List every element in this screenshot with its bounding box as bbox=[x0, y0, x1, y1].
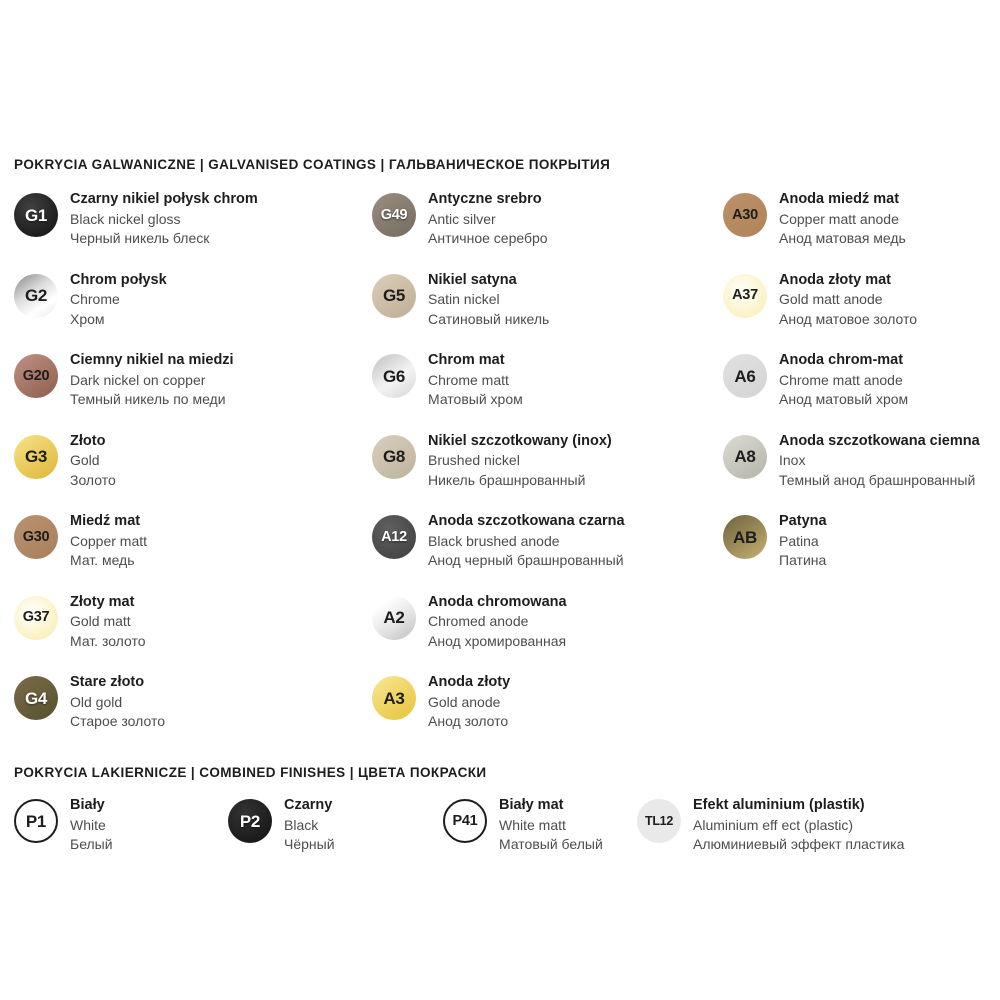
finish-name-pl: Antyczne srebro bbox=[428, 191, 542, 207]
finish-code-label: P2 bbox=[239, 811, 261, 831]
finish-labels bbox=[70, 796, 113, 855]
finish-labels bbox=[70, 593, 146, 652]
finish-name-en: Copper matt anode bbox=[779, 210, 899, 227]
finish-name-en: Brushed nickel bbox=[428, 452, 520, 468]
finish-labels bbox=[499, 796, 603, 855]
finish-labels bbox=[428, 512, 625, 571]
finish-name-pl: Stare złoto bbox=[70, 674, 145, 690]
finish-name-ru: Старое золото bbox=[70, 713, 165, 729]
finish-swatch-icon bbox=[723, 193, 767, 237]
finish-code-label: G5 bbox=[382, 286, 406, 305]
finish-name-ru: Матовый белый bbox=[499, 836, 603, 852]
finish-name-ru: Анод черный брашнрованный bbox=[428, 552, 624, 568]
finish-name-en: Patina bbox=[779, 532, 819, 549]
finish-swatch-icon bbox=[14, 354, 58, 398]
finish-name-ru: Анод матовая медь bbox=[779, 230, 906, 246]
finish-name-en: Dark nickel on copper bbox=[70, 371, 206, 388]
finish-labels bbox=[70, 190, 258, 249]
finish-swatch-icon bbox=[723, 515, 767, 559]
finish-code-label: G6 bbox=[382, 366, 406, 386]
finish-name-ru: Сатиновый никель bbox=[428, 310, 550, 327]
finish-code-label: A8 bbox=[734, 447, 756, 466]
finish-code-label: G4 bbox=[24, 688, 48, 708]
finish-labels bbox=[70, 351, 234, 410]
finish-labels bbox=[428, 593, 567, 652]
finish-name-ru: Анод матовый хром bbox=[779, 391, 909, 407]
finish-labels bbox=[70, 432, 116, 491]
finish-item-g37 bbox=[14, 593, 372, 674]
finish-labels bbox=[428, 673, 510, 732]
finish-item-g8 bbox=[372, 432, 723, 513]
finish-item-g4 bbox=[14, 673, 372, 754]
finish-name-ru: Чёрный bbox=[284, 836, 335, 852]
finish-labels bbox=[70, 271, 167, 330]
finish-name-pl: Patyna bbox=[779, 513, 827, 529]
finish-item-g20 bbox=[14, 351, 372, 432]
finish-name-pl: Czarny bbox=[284, 797, 333, 813]
finish-item-a3 bbox=[372, 673, 723, 754]
finish-item-g1 bbox=[14, 190, 372, 271]
finish-labels bbox=[779, 512, 827, 571]
finish-labels bbox=[428, 351, 523, 410]
finish-swatch-icon bbox=[372, 274, 416, 318]
finish-name-en: Black nickel gloss bbox=[70, 210, 181, 227]
finish-code-label: A3 bbox=[383, 688, 405, 708]
finish-item-a30 bbox=[723, 190, 980, 271]
finish-name-ru: Белый bbox=[70, 836, 113, 852]
finish-labels bbox=[779, 432, 980, 491]
finish-name-pl: Chrom mat bbox=[428, 352, 505, 368]
finish-name-en: Gold anode bbox=[428, 693, 501, 710]
finish-swatch-icon bbox=[723, 274, 767, 318]
finish-code-label: G37 bbox=[22, 609, 50, 626]
finish-name-pl: Nikiel satyna bbox=[428, 271, 517, 288]
galvanic-section-title: POKRYCIA GALWANICZNE | GALVANISED COATINGS | ГАЛЬВАНИЧЕСКОЕ ПОКРЫТИЯ bbox=[14, 157, 611, 173]
finish-labels bbox=[779, 351, 908, 410]
finish-name-pl: Anoda miedź mat bbox=[779, 191, 900, 207]
finish-name-pl: Chrom połysk bbox=[70, 271, 167, 288]
finish-name-en: Chrome matt anode bbox=[779, 371, 903, 388]
lacquer-section-title: POKRYCIA LAKIERNICZE | COMBINED FINISHES | ЦВЕТА ПОКРАСКИ bbox=[14, 765, 487, 781]
finish-item-p41 bbox=[443, 796, 637, 866]
finish-name-ru: Анод золото bbox=[428, 713, 509, 729]
finish-swatch-icon bbox=[372, 193, 416, 237]
finish-labels bbox=[779, 190, 906, 249]
finish-item-ab bbox=[723, 512, 980, 593]
finish-name-pl: Anoda złoty mat bbox=[779, 271, 891, 288]
finish-code-label: G8 bbox=[382, 447, 406, 466]
finish-name-en: Aluminium eff ect (plastic) bbox=[693, 816, 854, 833]
finish-code-label: A6 bbox=[734, 366, 756, 386]
finish-item-a2 bbox=[372, 593, 723, 674]
finish-name-pl: Biały mat bbox=[499, 797, 564, 813]
finish-item-g49 bbox=[372, 190, 723, 271]
finish-code-label: G30 bbox=[22, 528, 50, 545]
finish-name-ru: Мат. медь bbox=[70, 552, 135, 568]
finish-item-g2 bbox=[14, 271, 372, 352]
finish-swatch-icon bbox=[14, 799, 58, 843]
finish-item-g3 bbox=[14, 432, 372, 513]
finish-name-ru: Темный никель по меди bbox=[70, 391, 226, 407]
finish-swatch-icon bbox=[14, 193, 58, 237]
finish-name-en: Satin nickel bbox=[428, 291, 500, 307]
finish-labels bbox=[70, 673, 165, 732]
finish-swatch-icon bbox=[372, 515, 416, 559]
finish-name-ru: Золото bbox=[70, 471, 116, 488]
finish-name-ru: Хром bbox=[70, 310, 105, 327]
finish-name-pl: Anoda szczotkowana ciemna bbox=[779, 432, 980, 449]
finish-name-ru: Анод матовое золото bbox=[779, 310, 918, 327]
finish-labels bbox=[70, 512, 147, 571]
finish-name-en: Gold matt anode bbox=[779, 291, 883, 307]
finish-swatch-icon bbox=[443, 799, 487, 843]
finish-name-ru: Анод хромированная bbox=[428, 632, 567, 649]
finish-name-en: Antic silver bbox=[428, 210, 496, 227]
finish-name-ru: Темный анод брашнрованный bbox=[779, 471, 976, 488]
finish-item-p1 bbox=[14, 796, 228, 866]
finish-code-label: TL12 bbox=[645, 813, 673, 828]
finish-name-en: Gold bbox=[70, 452, 100, 468]
finish-swatch-icon bbox=[372, 596, 416, 640]
finish-swatch-icon bbox=[723, 354, 767, 398]
finish-swatch-icon bbox=[637, 799, 681, 843]
finish-name-pl: Złoto bbox=[70, 432, 106, 449]
finish-name-en: Old gold bbox=[70, 693, 123, 710]
finish-item-a8 bbox=[723, 432, 980, 513]
finish-code-label: A37 bbox=[732, 287, 758, 304]
finish-name-pl: Biały bbox=[70, 797, 105, 813]
finish-labels bbox=[693, 796, 904, 855]
finish-code-label: P1 bbox=[25, 811, 47, 831]
finish-name-pl: Czarny nikiel połysk chrom bbox=[70, 191, 258, 207]
finish-name-pl: Miedź mat bbox=[70, 513, 141, 529]
finish-name-pl: Anoda chrom-mat bbox=[779, 352, 904, 368]
finish-name-pl: Efekt aluminium (plastik) bbox=[693, 797, 865, 813]
finish-item-tl12 bbox=[637, 796, 904, 866]
finish-name-en: White bbox=[70, 816, 106, 833]
finish-item-g30 bbox=[14, 512, 372, 593]
finish-code-label: G49 bbox=[380, 206, 408, 223]
finish-item-g5 bbox=[372, 271, 723, 352]
lacquer-finishes-grid bbox=[14, 796, 904, 866]
finish-swatch-icon bbox=[14, 676, 58, 720]
finish-name-en: Black bbox=[284, 816, 319, 833]
finish-swatch-icon bbox=[14, 596, 58, 640]
galvanic-finishes-grid bbox=[14, 190, 980, 754]
finish-code-label: G2 bbox=[24, 286, 48, 305]
finish-labels bbox=[284, 796, 335, 855]
finish-swatch-icon bbox=[723, 435, 767, 479]
finish-item-a6 bbox=[723, 351, 980, 432]
finish-name-pl: Anoda chromowana bbox=[428, 593, 567, 610]
finish-name-en: Chrome matt bbox=[428, 371, 509, 388]
finish-swatch-icon bbox=[14, 435, 58, 479]
finish-code-label: AB bbox=[733, 527, 757, 547]
finish-swatch-icon bbox=[228, 799, 272, 843]
finish-item-a12 bbox=[372, 512, 723, 593]
finish-name-en: Copper matt bbox=[70, 532, 148, 549]
finish-name-en: Black brushed anode bbox=[428, 532, 560, 549]
finish-name-ru: Алюминиевый эффект пластика bbox=[693, 836, 905, 852]
finish-name-pl: Anoda szczotkowana czarna bbox=[428, 513, 625, 529]
finish-item-p2 bbox=[228, 796, 443, 866]
finish-item-g6 bbox=[372, 351, 723, 432]
finish-labels bbox=[428, 190, 548, 249]
finish-item-a37 bbox=[723, 271, 980, 352]
finish-code-label: G3 bbox=[24, 447, 48, 466]
finish-code-label: G20 bbox=[22, 367, 50, 384]
finish-swatch-icon bbox=[14, 274, 58, 318]
finish-name-en: Inox bbox=[779, 452, 806, 468]
finish-name-ru: Черный никель блеск bbox=[70, 230, 210, 246]
finish-code-label: A30 bbox=[732, 206, 758, 223]
finish-name-pl: Anoda złoty bbox=[428, 674, 511, 690]
finish-name-en: Gold matt bbox=[70, 613, 131, 629]
finish-name-ru: Никель брашнрованный bbox=[428, 471, 586, 488]
finish-swatch-icon bbox=[372, 676, 416, 720]
finish-name-pl: Nikiel szczotkowany (inox) bbox=[428, 432, 612, 449]
finish-code-label: P41 bbox=[452, 812, 478, 829]
finish-name-en: Chrome bbox=[70, 291, 120, 307]
finish-labels bbox=[428, 271, 549, 330]
finish-labels bbox=[779, 271, 917, 330]
finish-code-label: G1 bbox=[24, 205, 48, 225]
finish-name-ru: Матовый хром bbox=[428, 391, 523, 407]
finish-labels bbox=[428, 432, 612, 491]
finish-name-ru: Мат. золото bbox=[70, 632, 146, 649]
finish-code-label: A2 bbox=[383, 608, 405, 627]
finish-name-ru: Античное серебро bbox=[428, 230, 548, 246]
finish-name-en: Chromed anode bbox=[428, 613, 529, 629]
finish-code-label: A12 bbox=[381, 528, 407, 545]
finish-name-en: White matt bbox=[499, 816, 566, 833]
finish-swatch-icon bbox=[372, 354, 416, 398]
finish-swatch-icon bbox=[14, 515, 58, 559]
finish-name-pl: Ciemny nikiel na miedzi bbox=[70, 352, 234, 368]
finish-swatch-icon bbox=[372, 435, 416, 479]
finish-name-ru: Патина bbox=[779, 552, 827, 568]
finish-name-pl: Złoty mat bbox=[70, 593, 135, 610]
